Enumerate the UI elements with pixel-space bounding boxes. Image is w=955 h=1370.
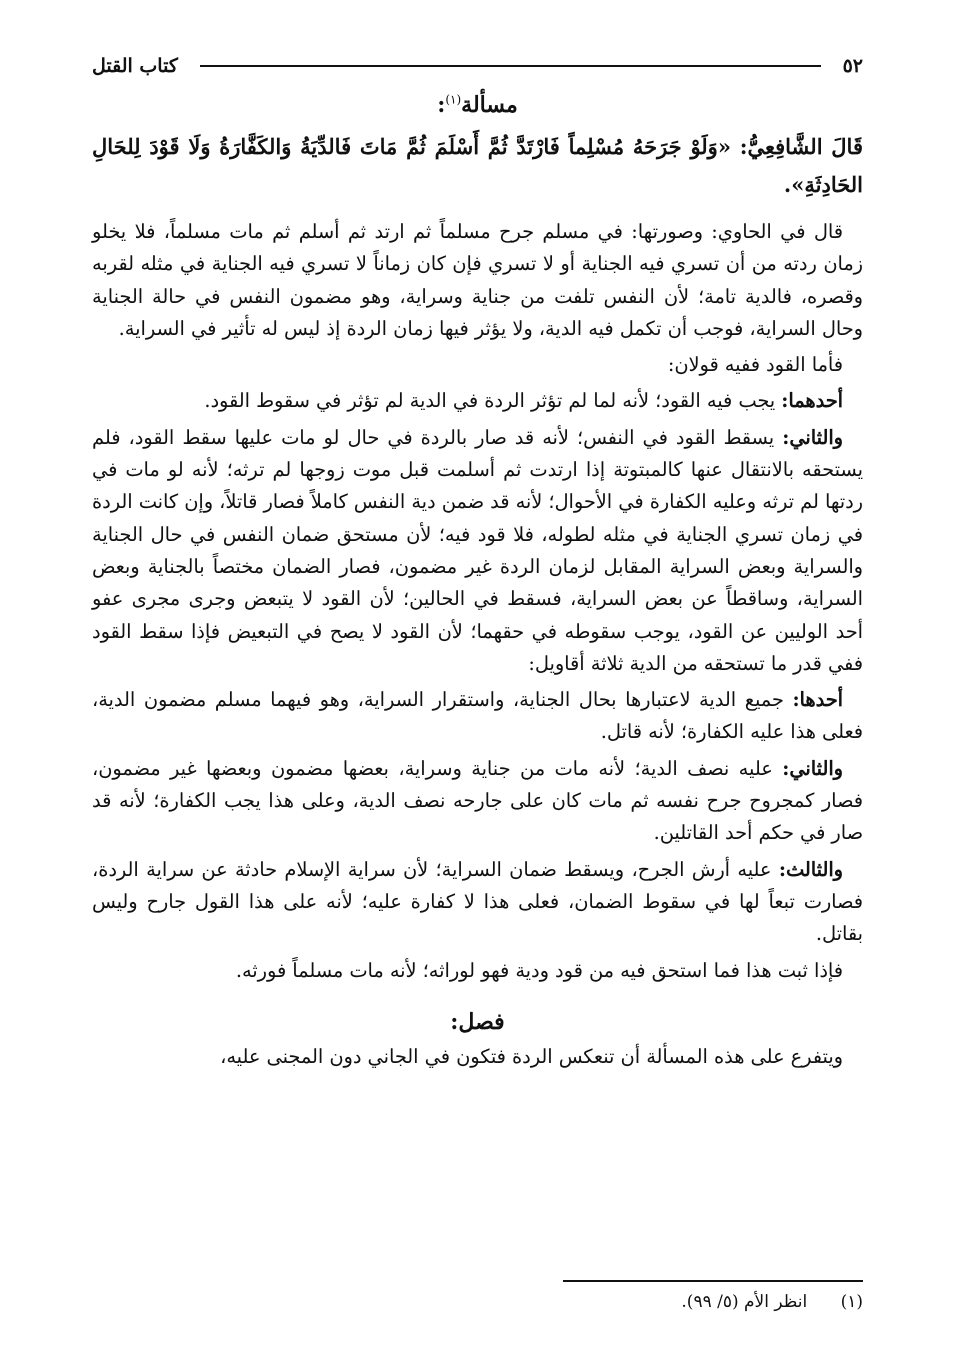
paragraph-text: فأما القود ففيه قولان: <box>667 353 843 377</box>
footnote-text: انظر الأم (٥/ ٩٩). <box>681 1292 808 1312</box>
paragraph-text: قال في الحاوي: وصورتها: في مسلم جرح مسلماً ثم ارتد ثم أسلم ثم مات مسلماً، فلا يخلو زمان ردته من أن تسري فيه الجناية أو لا تسري فإن كان زماناً لا تسري فيه الجناية في مثله لقربه وقصره، فالدية تامة؛ لأن النفس تلفت من جناية وسراية، وهو مضمون النفس في حالة الجناية وحال السراية، فوجب أن تكمل فيه الدية، ولا يؤثر فيها زمان الردة إذ ليس له تأثير في السراية. <box>92 220 863 340</box>
paragraph-lead: والثاني: <box>782 425 843 449</box>
paragraph-lead: والثاني: <box>782 756 843 780</box>
quote-lead: قَالَ الشَّافِعِيُّ: <box>739 134 863 159</box>
footnote-rule <box>563 1280 863 1282</box>
paragraph <box>92 422 863 680</box>
shafii-quote <box>92 128 863 204</box>
issue-heading-text: مسألة <box>461 92 518 118</box>
paragraph <box>92 753 863 850</box>
footnote <box>681 1292 863 1312</box>
section-paragraph: ويتفرع على هذه المسألة أن تنعكس الردة فتكون في الجاني دون المجنى عليه، <box>220 1044 843 1068</box>
paragraph-lead: والثالث: <box>778 857 843 881</box>
paragraph <box>92 349 863 381</box>
paragraph-text: عليه نصف الدية؛ لأنه مات من جناية وسراية، بعضها مضمون وبعضها غير مضمون، فصار كمجروح جرح نفسه ثم مات كان على جارحه نصف الدية، وعلى هذا يجب الكفارة؛ لأنه قد صار في حكم أحد القاتلين. <box>92 756 863 845</box>
footnote-marker: (١) <box>445 92 462 107</box>
paragraph-text: جميع الدية لاعتبارها بحال الجناية، واستقرار السراية، وهو فيهما مسلم مضمون الدية، فعلى هذا عليه الكفارة؛ لأنه قاتل. <box>92 688 863 744</box>
page-header <box>92 48 863 84</box>
issue-heading <box>92 92 863 118</box>
paragraph-lead: أحدها: <box>792 688 843 712</box>
paragraph-text: عليه أرش الجرح، ويسقط ضمان السراية؛ لأن سراية الإسلام حادثة عن سراية الردة، فصارت تبعاً لها في سقوط الضمان، فعلى هذا لا كفارة عليه؛ لأنه على هذا القول جارح وليس بقاتل. <box>92 857 863 946</box>
quote-text: «وَلَوْ جَرَحَهُ مُسْلِماً فَارْتَدَّ ثُمَّ أَسْلَمَ ثُمَّ مَاتَ فَالدِّيَةُ وَالكَفَّارَةُ وَلَا قَوْدَ لِلحَالِ الحَادِثَةِ». <box>92 134 863 197</box>
paragraph <box>92 385 863 417</box>
paragraph <box>92 955 863 987</box>
issue-heading-colon: : <box>437 92 446 118</box>
paragraph-text: يجب فيه القود؛ لأنه لما لم تؤثر الردة في الدية لم تؤثر في سقوط القود. <box>204 389 782 413</box>
paragraph-text: يسقط القود في النفس؛ لأنه قد صار بالردة في حال لو مات عليها سقط القود، فلم يستحقه بالانتقال عنها كالمبتوتة إذا ارتدت ثم أسلمت قبل موت زوجها لم ترثه؛ لأنه لو مات في ردتها لم ترثه وعليه الكفارة في الأحوال؛ لأنه قد ضمن دية النفس كاملاً فصار قاتلاً، وإن كانت الردة في زمان تسري الجناية في مثله لطوله، فلا قود فيه؛ لأن مستحق ضمان النفس في حال الجناية والسراية وبعض السراية المقابل لزمان الردة غير مضمون، فصار الضمان مختصاً بالجناية وبعض السراية، وساقطاً عن بعض السراية، فسقط في الحالين؛ لأن القود لا يتبعض وجرى مجرى عفو أحد الوليين عن القود، يوجب سقوطه في حقهما؛ لأن القود لا يصح في التبعيض فإذا سقط القود ففي قدر ما تستحقه من الدية ثلاثة أقاويل: <box>92 425 863 675</box>
page-body <box>92 92 863 1077</box>
paragraph <box>92 854 863 951</box>
page-number: ٥٢ <box>842 55 863 77</box>
paragraph-lead: أحدهما: <box>781 389 843 413</box>
paragraph <box>92 216 863 345</box>
footnote-number: (١) <box>840 1292 863 1312</box>
header-rule <box>200 65 821 67</box>
paragraph <box>92 684 863 749</box>
paragraph-text: فإذا ثبت هذا فما استحق فيه من قود ودية فهو لوراثه؛ لأنه مات مسلماً فورثه. <box>235 958 843 982</box>
running-title: كتاب القتل <box>92 55 178 77</box>
section-heading: فصل: <box>450 1008 505 1035</box>
